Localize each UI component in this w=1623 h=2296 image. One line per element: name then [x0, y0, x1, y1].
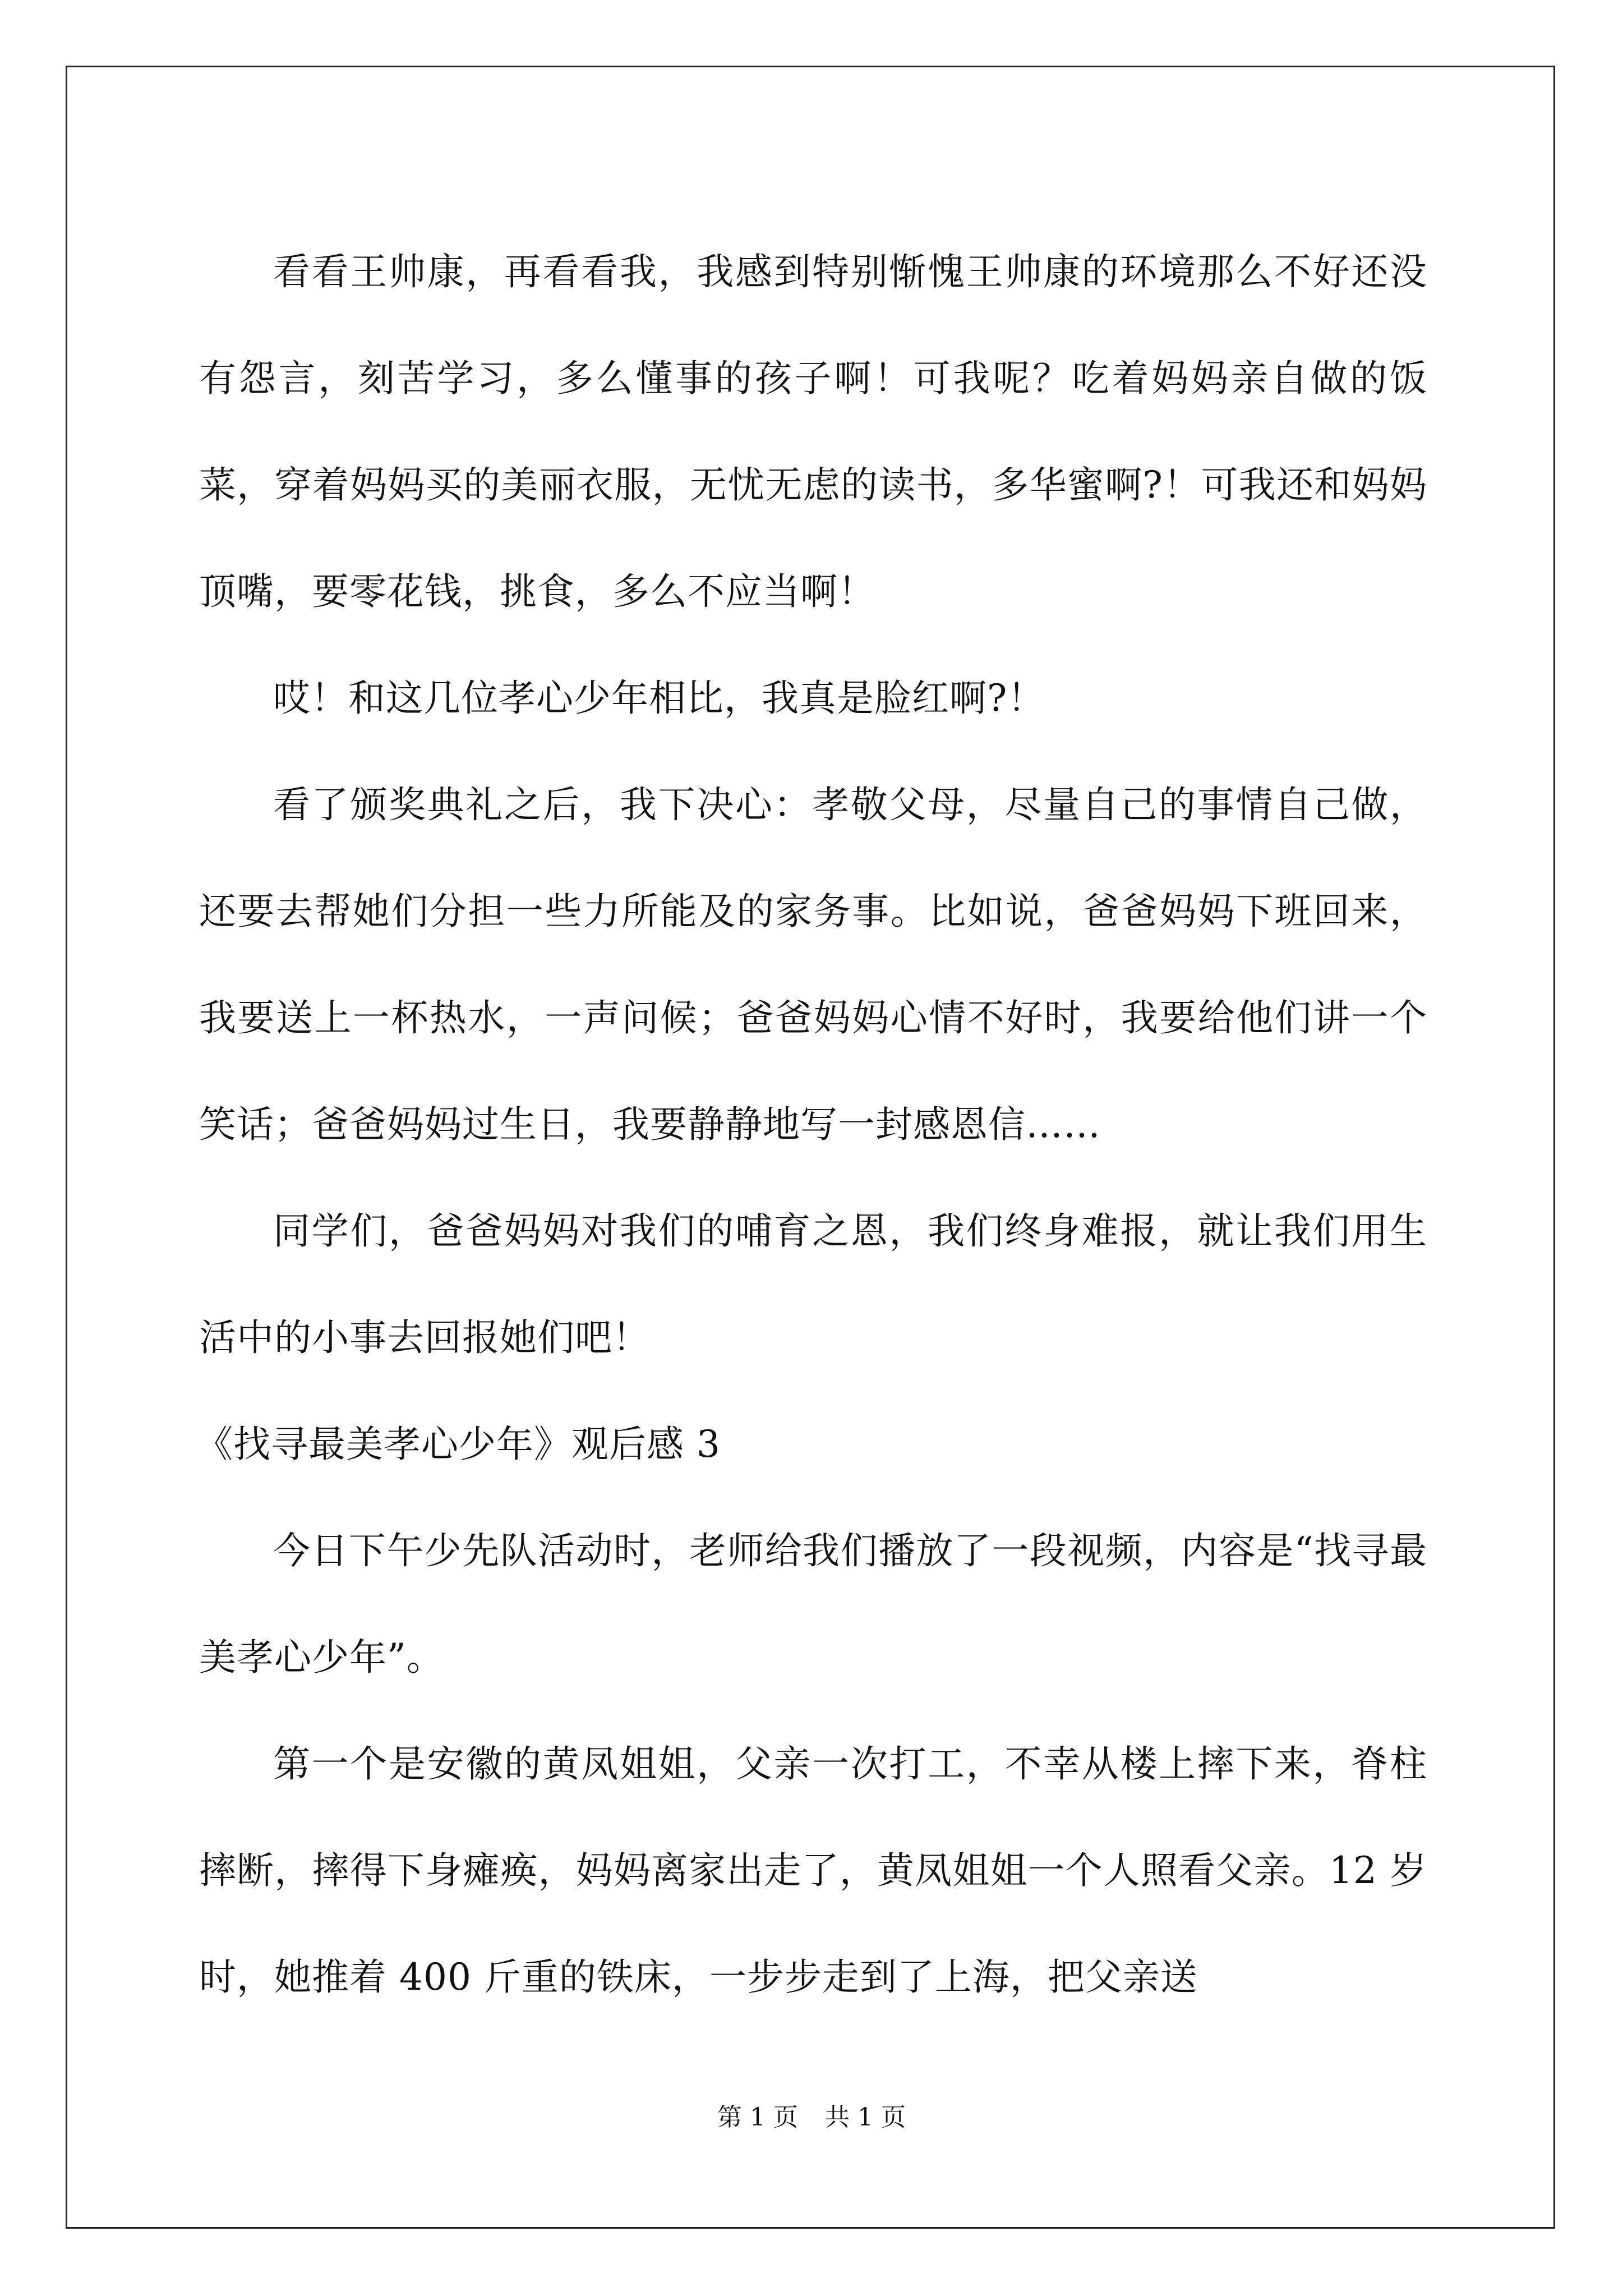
paragraph: 第一个是安徽的黄凤姐姐，父亲一次打工，不幸从楼上摔下来，脊柱摔断，摔得下身瘫痪，妈妈离家出走了，黄凤姐姐一个人照看父亲。12 岁时，她推着 400 斤重的铁床，一步步走到了上海，把父亲送 [199, 1742, 1427, 1999]
paragraph: 今日下午少先队活动时，老师给我们播放了一段视频，内容是“找寻最美孝心少年”。 [199, 1529, 1427, 1679]
page-footer [0, 2101, 1623, 2134]
section-heading: 《找寻最美孝心少年》观后感 3 [196, 1423, 721, 1466]
document-body [196, 219, 1427, 2031]
page-number: 第 1 页 [717, 2103, 798, 2132]
paragraph: 哎！和这几位孝心少年相比，我真是脸红啊?！ [273, 677, 1045, 720]
paragraph: 看看王帅康，再看看我，我感到特别惭愧王帅康的环境那么不好还没有怨言，刻苦学习，多么懂事的孩子啊！可我呢？吃着妈妈亲自做的饭菜，穿着妈妈买的美丽衣服，无忧无虑的读书，多华蜜啊?！可我还和妈妈顶嘴，要零花钱，挑食，多么不应当啊！ [199, 250, 1427, 613]
page-total: 共 1 页 [825, 2103, 906, 2132]
paragraph: 同学们，爸爸妈妈对我们的哺育之恩，我们终身难报，就让我们用生活中的小事去回报她们吧！ [199, 1209, 1427, 1359]
paragraph: 看了颁奖典礼之后，我下决心：孝敬父母，尽量自己的事情自己做，还要去帮她们分担一些力所能及的家务事。比如说，爸爸妈妈下班回来，我要送上一杯热水，一声问候；爸爸妈妈心情不好时，我要给他们讲一个笑话；爸爸妈妈过生日，我要静静地写一封感恩信…… [199, 783, 1427, 1146]
